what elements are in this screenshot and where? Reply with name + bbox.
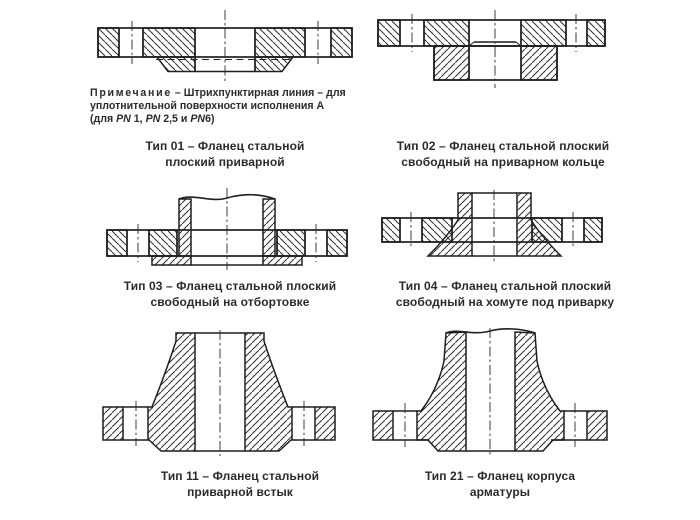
caption-type-01-line2: плоский приварной <box>165 155 285 169</box>
caption-type-03-line2: свободный на отбортовке <box>150 295 310 309</box>
note-pn-3: PN <box>190 113 206 125</box>
figure-type-21-valve-body-flange <box>366 328 618 458</box>
caption-type-03 <box>107 278 353 310</box>
caption-type-02-line2: свободный на приварном кольце <box>401 155 605 169</box>
caption-type-21-line2: арматуры <box>469 485 531 499</box>
figure-type-03-loose-flange-on-flare <box>96 186 364 272</box>
figure-type-04-loose-flange-on-collar <box>373 188 610 264</box>
figure-type-01-flat-welded-flange <box>93 8 357 88</box>
note-line-1 <box>90 87 378 100</box>
note-line-1-rest: – Штрихпунктирная линия – для <box>171 87 346 99</box>
caption-type-11-line1: Тип 11 – Фланец стальной <box>160 469 320 483</box>
caption-type-02 <box>377 138 629 170</box>
caption-type-03-line1: Тип 03 – Фланец стальной плоский <box>123 279 337 293</box>
caption-type-01 <box>105 138 345 170</box>
note <box>90 87 378 126</box>
note-line-3-a: (для <box>90 113 117 125</box>
caption-type-04-line1: Тип 04 – Фланец стальной плоский <box>398 279 612 293</box>
figure-type-02-loose-flange-on-ring <box>370 8 634 92</box>
caption-type-21-line1: Тип 21 – Фланец корпуса <box>424 469 576 483</box>
type04-plate-section <box>382 218 602 242</box>
note-line-2: уплотнительной поверхности исполнения А <box>90 100 325 112</box>
caption-type-01-line1: Тип 01 – Фланец стальной <box>145 139 305 153</box>
type11-body-section <box>103 333 335 451</box>
note-pn-1: PN <box>116 113 131 125</box>
note-pn-2: PN <box>145 113 161 125</box>
caption-type-21 <box>388 468 612 500</box>
note-line-3 <box>90 113 378 126</box>
note-line-3-c: 1, <box>130 113 146 125</box>
note-label: Примечание <box>90 87 172 99</box>
caption-type-02-line1: Тип 02 – Фланец стальной плоский <box>396 139 610 153</box>
note-line-3-g: 6) <box>205 113 215 125</box>
caption-type-11-line2: приварной встык <box>187 485 293 499</box>
caption-type-11 <box>128 468 352 500</box>
caption-type-04 <box>374 278 636 310</box>
note-line-3-e: 2,5 и <box>160 113 191 125</box>
figure-type-11-welding-neck-flange <box>96 328 346 458</box>
caption-type-04-line2: свободный на хомуте под приварку <box>395 295 615 309</box>
